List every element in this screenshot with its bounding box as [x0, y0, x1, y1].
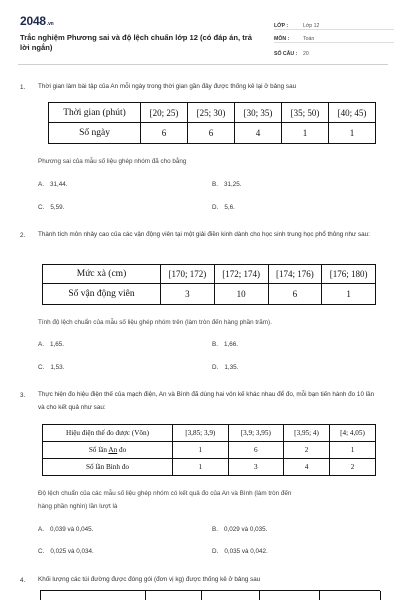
- option-key: D.: [212, 364, 219, 371]
- question-number: 2.: [20, 232, 26, 239]
- meta-value: 20: [303, 50, 309, 57]
- site-logo[interactable]: [20, 14, 54, 28]
- table-header-cell: [176; 180): [322, 265, 376, 284]
- table-row-label: [43, 442, 173, 459]
- table-cell: 10: [214, 284, 268, 305]
- table-header-cell: Thời gian (phút): [49, 103, 141, 123]
- option-key: C.: [38, 548, 45, 555]
- option-key: B.: [212, 181, 218, 188]
- question-prompt: Tính độ lệch chuẩn của mẫu số liệu ghép nhóm trên (làm tròn đến hàng phần trăm).: [38, 319, 272, 326]
- table-header-cell: Mức xà (cm): [43, 265, 161, 284]
- table-column-divider: [201, 591, 202, 600]
- table-header-cell: [4; 4,05): [330, 425, 376, 442]
- table-column-divider: [380, 591, 381, 600]
- question-text: Thời gian làm bài tập của An mỗi ngày trong thời gian gần đây được thống kê lại ở bảng sau: [38, 83, 297, 90]
- table-cell: 6: [188, 123, 235, 144]
- option-key: C.: [38, 204, 45, 211]
- row-label-name: An: [108, 446, 118, 454]
- table-header-cell: Hiệu điện thế đo được (Vôn): [43, 425, 173, 442]
- question-prompt-line-1: Độ lệch chuẩn của các mẫu số liệu ghép nhóm có kết quả đo của An và Bình (làm tròn đến: [38, 490, 292, 497]
- option-text: 5,59.: [50, 204, 65, 211]
- question-1-table: [48, 102, 376, 144]
- meta-label: MÔN :: [274, 36, 290, 42]
- table-header-cell: [35; 50): [282, 103, 329, 123]
- option-b[interactable]: [212, 181, 241, 188]
- question-number: 4.: [20, 577, 26, 584]
- question-prompt-line-2: hàng phần nghìn) lần lượt là: [38, 503, 118, 510]
- option-key: A.: [38, 526, 44, 533]
- table-header-cell: [40; 45): [329, 103, 376, 123]
- table-header-cell: [174; 176): [268, 265, 322, 284]
- document-header: [20, 14, 390, 60]
- document-title: Trắc nghiệm Phương sai và độ lệch chuẩn lớp 12 (có đáp án, trả lời ngắn): [20, 33, 252, 52]
- option-a[interactable]: [38, 341, 64, 348]
- table-cell: 1: [282, 123, 329, 144]
- table-cell: 4: [284, 459, 330, 476]
- table-row-label: Số lần Bình đo: [43, 459, 173, 476]
- table-cell: 1: [173, 442, 229, 459]
- table-cell: 6: [268, 284, 322, 305]
- table-cell: 1: [173, 459, 229, 476]
- brand-name: 2048: [20, 14, 46, 28]
- table-cell: 1: [322, 284, 376, 305]
- meta-label: SỐ CÂU :: [274, 50, 298, 57]
- question-text: Thành tích môn nhảy cao của các vận động viên tại một giải điền kinh dành cho học sinh trung học phổ thông như sau:: [38, 231, 370, 238]
- table-cell: 6: [228, 442, 284, 459]
- meta-row-subject: [274, 30, 394, 44]
- option-a[interactable]: [38, 181, 67, 188]
- option-a[interactable]: [38, 526, 93, 533]
- option-text: 31,44.: [49, 181, 68, 188]
- question-4-table-partial: [40, 590, 380, 600]
- table-cell: 4: [235, 123, 282, 144]
- option-b[interactable]: [212, 526, 267, 533]
- row-label-suffix: đo: [117, 446, 127, 454]
- option-text: 0,029 và 0,035.: [223, 526, 268, 533]
- header-divider: [18, 64, 388, 65]
- meta-value: Toán: [303, 36, 315, 42]
- meta-row-question-count: [274, 43, 394, 57]
- option-d[interactable]: [212, 548, 268, 555]
- option-key: D.: [212, 204, 219, 211]
- table-cell: 2: [284, 442, 330, 459]
- table-header-cell: [170; 172): [161, 265, 215, 284]
- table-header-cell: [30; 35): [235, 103, 282, 123]
- option-text: 1,65.: [49, 341, 64, 348]
- table-header-cell: [172; 174): [214, 265, 268, 284]
- option-key: B.: [212, 341, 218, 348]
- meta-row-class: [274, 16, 394, 30]
- option-key: B.: [212, 526, 218, 533]
- option-text: 0,039 và 0,045.: [49, 526, 94, 533]
- option-c[interactable]: [38, 548, 94, 555]
- option-d[interactable]: [212, 204, 235, 211]
- option-text: 1,66.: [223, 341, 238, 348]
- table-cell: 6: [141, 123, 188, 144]
- table-row-label: Số vận động viên: [43, 284, 161, 305]
- table-cell: 3: [228, 459, 284, 476]
- question-text: Khối lượng các túi đường được đóng gói (đơn vị kg) được thống kê ở bảng sau: [38, 576, 261, 583]
- question-prompt: Phương sai của mẫu số liệu ghép nhóm đã cho bằng: [38, 158, 187, 165]
- option-c[interactable]: [38, 204, 64, 211]
- table-cell: 2: [330, 459, 376, 476]
- table-header-cell: [3,85; 3,9): [173, 425, 229, 442]
- option-key: A.: [38, 341, 44, 348]
- table-column-divider: [145, 591, 146, 600]
- table-column-divider: [319, 591, 320, 600]
- table-header-cell: [3,9; 3,95): [228, 425, 284, 442]
- question-text: Thực hiện đo hiệu điện thế của mạch điện, An và Bình đã dùng hai vôn kế khác nhau để đo, mỗi bạn tiến hành đo 10 lần và cho kết quả như sau:: [38, 391, 375, 411]
- meta-value: Lớp 12: [303, 22, 320, 29]
- table-column-divider: [259, 591, 260, 600]
- table-row-label: Số ngày: [49, 123, 141, 144]
- option-text: 1,53.: [50, 364, 65, 371]
- meta-label: LỚP :: [274, 22, 289, 29]
- table-header-cell: [20; 25): [141, 103, 188, 123]
- question-3-table: [42, 424, 376, 476]
- table-header-cell: [25; 30): [188, 103, 235, 123]
- option-text: 5,6.: [224, 204, 235, 211]
- question-number: 3.: [20, 392, 26, 399]
- table-cell: 1: [330, 442, 376, 459]
- option-text: 31,25.: [223, 181, 242, 188]
- table-cell: 3: [161, 284, 215, 305]
- question-2-table: [42, 264, 376, 305]
- option-key: A.: [38, 181, 44, 188]
- row-label-prefix: Số lần: [88, 446, 109, 454]
- document-meta: [274, 16, 394, 57]
- table-header-cell: [3,95; 4): [284, 425, 330, 442]
- option-d[interactable]: [212, 364, 238, 371]
- brand-tld: .vn: [46, 21, 54, 27]
- question-number: 1.: [20, 84, 26, 91]
- option-c[interactable]: [38, 364, 64, 371]
- table-cell: 1: [329, 123, 376, 144]
- option-key: D.: [212, 548, 219, 555]
- option-text: 0,035 và 0,042.: [224, 548, 268, 555]
- option-key: C.: [38, 364, 45, 371]
- option-text: 0,025 và 0,034.: [50, 548, 94, 555]
- option-text: 1,35.: [224, 364, 239, 371]
- option-b[interactable]: [212, 341, 238, 348]
